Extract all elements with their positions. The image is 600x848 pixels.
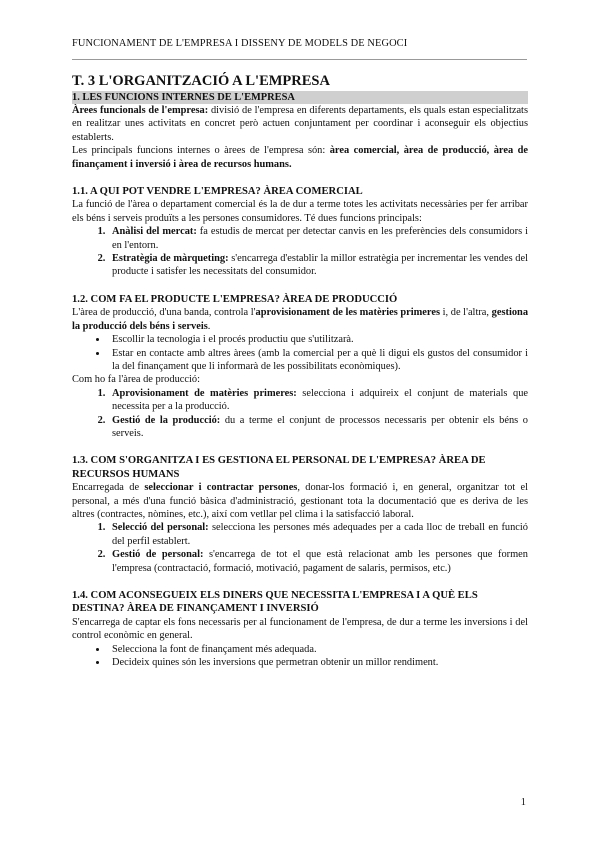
chapter-title: T. 3 L'ORGANITZACIÓ A L'EMPRESA (72, 73, 330, 89)
item-term: Selecció del personal: (112, 522, 209, 534)
section-intro (72, 306, 528, 333)
section-intro: La funció de l'àrea o departament comercial és la de dur a terme totes les activitats necessàries per fer arribar els béns i serveis produïts a les persones consumidores. Té dues funcions principals: (72, 199, 528, 224)
header-rule (72, 59, 527, 60)
section-commercial (72, 185, 528, 279)
section-finance (72, 589, 528, 669)
item-term: Estratègia de màrqueting: (112, 253, 229, 265)
item-text: fa estudis de mercat per detectar canvis en les preferències dels consumidors i en l'entorn. (112, 226, 528, 251)
bullet-list (72, 643, 528, 670)
section-heading: 1.4. COM ACONSEGUEIX ELS DINERS QUE NECESSITA L'EMPRESA I A QUÈ ELS DESTINA? ÀREA DE FINANÇAMENT I INVERSIÓ (72, 590, 478, 615)
numbered-list (72, 387, 528, 441)
intro-part: i, de l'altra, (440, 307, 492, 319)
list-item (108, 548, 528, 575)
intro-bold: seleccionar i contractar persones (144, 482, 298, 494)
how-text: Com ho fa l'àrea de producció: (72, 374, 200, 386)
list-item (108, 387, 528, 414)
item-text: s'encarrega de tot el que està relacionat amb les persones que formen l'empresa (contractació, formació, motivació, pagament de salaris, permisos, etc.) (112, 549, 528, 574)
functions-text: Les principals funcions internes o àrees de l'empresa són: (72, 145, 330, 157)
intro-bold: gestiona la producció dels béns i serveis (72, 307, 529, 332)
bullet-item: • Estar en contacte amb altres àrees (amb la comercial per a què li digui els gustos del consumidor i la del finançament que li informarà de les possibilitats econòmiques). (108, 347, 528, 374)
item-text: selecciona i adquireix el conjunt de materials que necessita per a la producció. (112, 387, 529, 413)
intro-paragraph (72, 104, 528, 144)
page-number: 1 (520, 797, 526, 808)
intro-bold: aprovisionament de les matèries primeres (255, 307, 440, 319)
section-heading: 1.3. COM S'ORGANITZA I ES GESTIONA EL PERSONAL DE L'EMPRESA? ÀREA DE RECURSOS HUMANS (72, 455, 486, 480)
item-term: Anàlisi del mercat: (112, 226, 197, 238)
item-text: s'encarrega d'establir la millor estratègia per incrementar les vendes del producte i satisfer les necessitats del consumidor. (112, 253, 529, 278)
running-header: FUNCIONAMENT DE L'EMPRESA I DISSENY DE MODELS DE NEGOCI (72, 38, 408, 49)
section-intro (72, 481, 528, 521)
item-term: Gestió de personal: (112, 549, 204, 561)
item-text: selecciona les persones més adequades per a cada lloc de treball en funció del perfil establert. (112, 522, 529, 547)
numbered-list (72, 225, 528, 279)
intro-part: , donar-los formació i, en general, organitzar tot el personal, a més d'una funció bàsica d'administració, gestionant tota la documentació que es deriva de les altres (contractes, nòmines, etc.), així com vetllar pel clima i la satisfacció laboral. (72, 482, 529, 520)
functions-list: àrea comercial, àrea de producció, àrea de finançament i inversió i àrea de recursos humans. (72, 145, 528, 170)
bullet-item: • Selecciona la font de finançament més adequada. (108, 643, 528, 656)
list-item (108, 414, 528, 441)
numbered-list (72, 521, 528, 575)
intro-text: divisió de l'empresa en diferents departaments, els quals estan especialitzats en realitzar unes activitats en concret però actuen conjuntament per coordinar i aconseguir els objectius establerts. (72, 105, 528, 143)
bullet-item: • Decideix quines són les inversions que permetran obtenir un millor rendiment. (108, 656, 528, 669)
item-term: Gestió de la producció: (112, 414, 221, 426)
section-intro: S'encarrega de captar els fons necessaris per al funcionament de l'empresa, de dur a terme les inversions i del control econòmic en general. (72, 616, 528, 642)
section-band: 1. LES FUNCIONS INTERNES DE L'EMPRESA (72, 91, 528, 104)
list-item (108, 225, 528, 252)
list-item (108, 252, 528, 279)
section-heading: 1.2. COM FA EL PRODUCTE L'EMPRESA? ÀREA DE PRODUCCIÓ (72, 293, 398, 305)
bullet-item: • Escollir la tecnologia i el procés productiu que s'utilitzarà. (108, 333, 528, 346)
intro-part: . (207, 320, 211, 332)
list-item (108, 521, 528, 548)
functions-paragraph (72, 144, 528, 171)
intro-term: Àrees funcionals de l'empresa: (72, 105, 209, 116)
intro-part: Encarregada de (72, 482, 145, 494)
item-text: du a terme el conjunt de processos necessaris per obtenir els béns o serveis. (112, 414, 528, 439)
section-hr (72, 454, 528, 575)
item-term: Aprovisionament de matèries primeres: (112, 387, 297, 399)
page-body (72, 72, 528, 669)
bullet-list (72, 333, 528, 373)
section-production (72, 293, 528, 440)
intro-part: L'àrea de producció, d'una banda, controla l' (72, 307, 256, 319)
section-heading: 1.1. A QUI POT VENDRE L'EMPRESA? ÀREA COMERCIAL (72, 186, 363, 198)
